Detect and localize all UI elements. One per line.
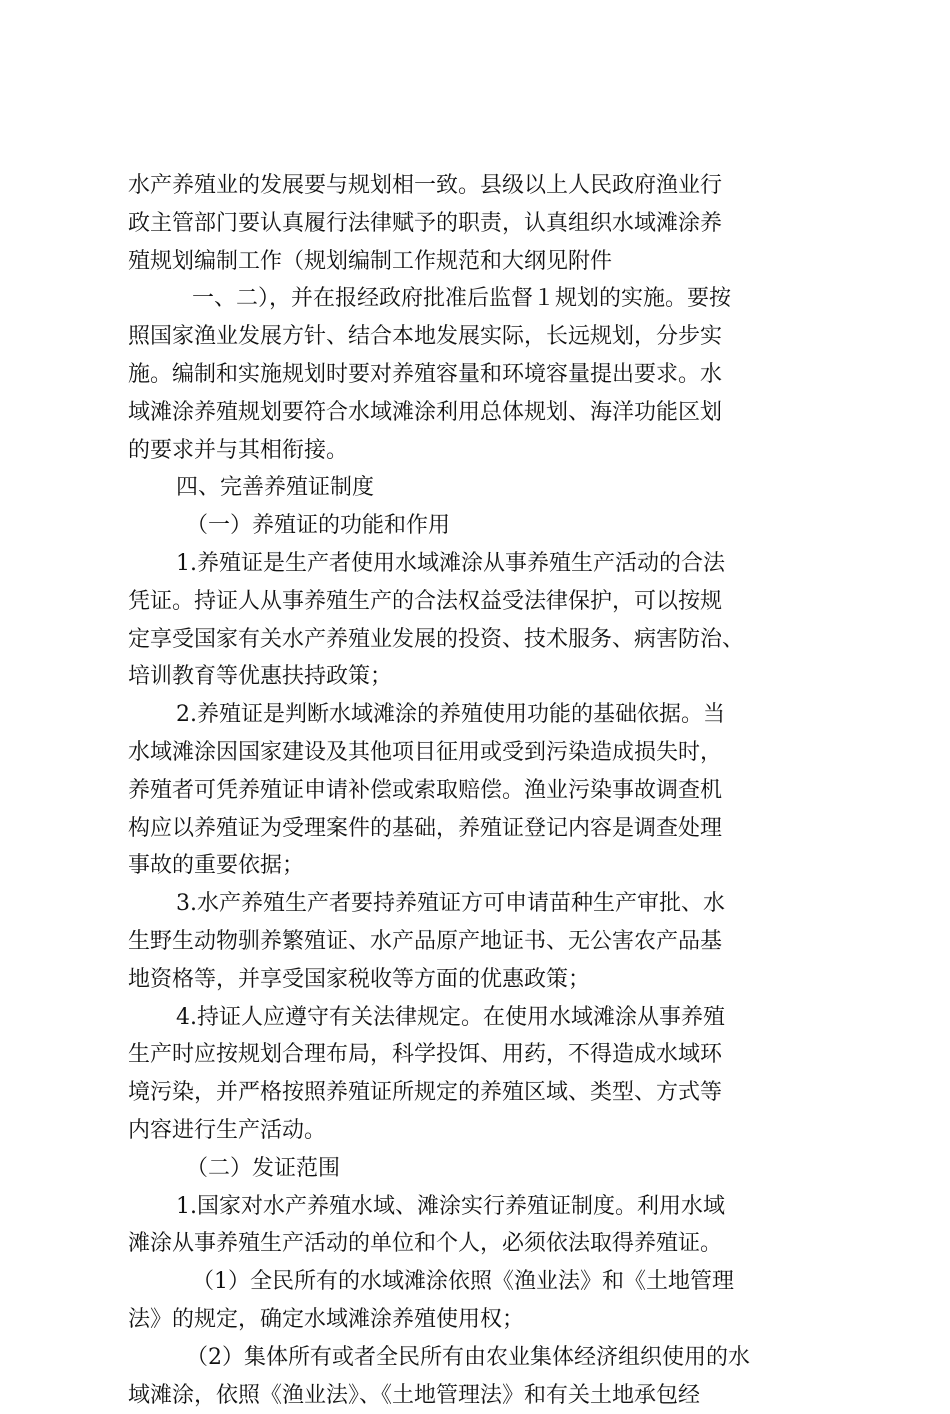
text-line: 地资格等，并享受国家税收等方面的优惠政策； (128, 961, 840, 999)
text-line: 3.水产养殖生产者要持养殖证方可申请苗种生产审批、水 (128, 885, 840, 923)
text-line: 法》的规定，确定水域滩涂养殖使用权； (128, 1301, 840, 1339)
text-line: 构应以养殖证为受理案件的基础，养殖证登记内容是调查处理 (128, 810, 840, 848)
text-line: （2）集体所有或者全民所有由农业集体经济组织使用的水 (128, 1339, 840, 1377)
text-line: 四、完善养殖证制度 (128, 469, 840, 507)
text-line: 的要求并与其相衔接。 (128, 432, 840, 470)
text-line: 域滩涂，依照《渔业法》、《土地管理法》和有关土地承包经 (128, 1377, 840, 1414)
text-line: 事故的重要依据； (128, 847, 840, 885)
text-line: 1.国家对水产养殖水域、滩涂实行养殖证制度。利用水域 (128, 1188, 840, 1226)
text-line: （一）养殖证的功能和作用 (128, 507, 840, 545)
text-line: 域滩涂养殖规划要符合水域滩涂利用总体规划、海洋功能区划 (128, 394, 840, 432)
text-line: 生产时应按规划合理布局，科学投饵、用药，不得造成水域环 (128, 1036, 840, 1074)
text-line: 凭证。持证人从事养殖生产的合法权益受法律保护，可以按规 (128, 583, 840, 621)
text-line: 内容进行生产活动。 (128, 1112, 840, 1150)
text-line: 殖规划编制工作（规划编制工作规范和大纲见附件 (128, 243, 840, 281)
text-line: 1.养殖证是生产者使用水域滩涂从事养殖生产活动的合法 (128, 545, 840, 583)
text-line: 施。编制和实施规划时要对养殖容量和环境容量提出要求。水 (128, 356, 840, 394)
text-line: 2.养殖证是判断水域滩涂的养殖使用功能的基础依据。当 (128, 696, 840, 734)
text-line: 滩涂从事养殖生产活动的单位和个人，必须依法取得养殖证。 (128, 1225, 840, 1263)
text-line: 境污染，并严格按照养殖证所规定的养殖区域、类型、方式等 (128, 1074, 840, 1112)
text-line: （二）发证范围 (128, 1150, 840, 1188)
text-line: 水产养殖业的发展要与规划相一致。县级以上人民政府渔业行 (128, 167, 840, 205)
text-line: 培训教育等优惠扶持政策； (128, 658, 840, 696)
text-line: 4.持证人应遵守有关法律规定。在使用水域滩涂从事养殖 (128, 999, 840, 1037)
text-line: （1）全民所有的水域滩涂依照《渔业法》和《土地管理 (128, 1263, 840, 1301)
text-line: 生野生动物驯养繁殖证、水产品原产地证书、无公害农产品基 (128, 923, 840, 961)
text-line: 养殖者可凭养殖证申请补偿或索取赔偿。渔业污染事故调查机 (128, 772, 840, 810)
text-line: 水域滩涂因国家建设及其他项目征用或受到污染造成损失时， (128, 734, 840, 772)
text-line: 一、二），并在报经政府批准后监督１规划的实施。要按 (128, 280, 840, 318)
text-line: 照国家渔业发展方针、结合本地发展实际，长远规划，分步实 (128, 318, 840, 356)
text-line: 定享受国家有关水产养殖业发展的投资、技术服务、病害防治、 (128, 621, 840, 659)
document-body (128, 167, 840, 1414)
text-line: 政主管部门要认真履行法律赋予的职责，认真组织水域滩涂养 (128, 205, 840, 243)
